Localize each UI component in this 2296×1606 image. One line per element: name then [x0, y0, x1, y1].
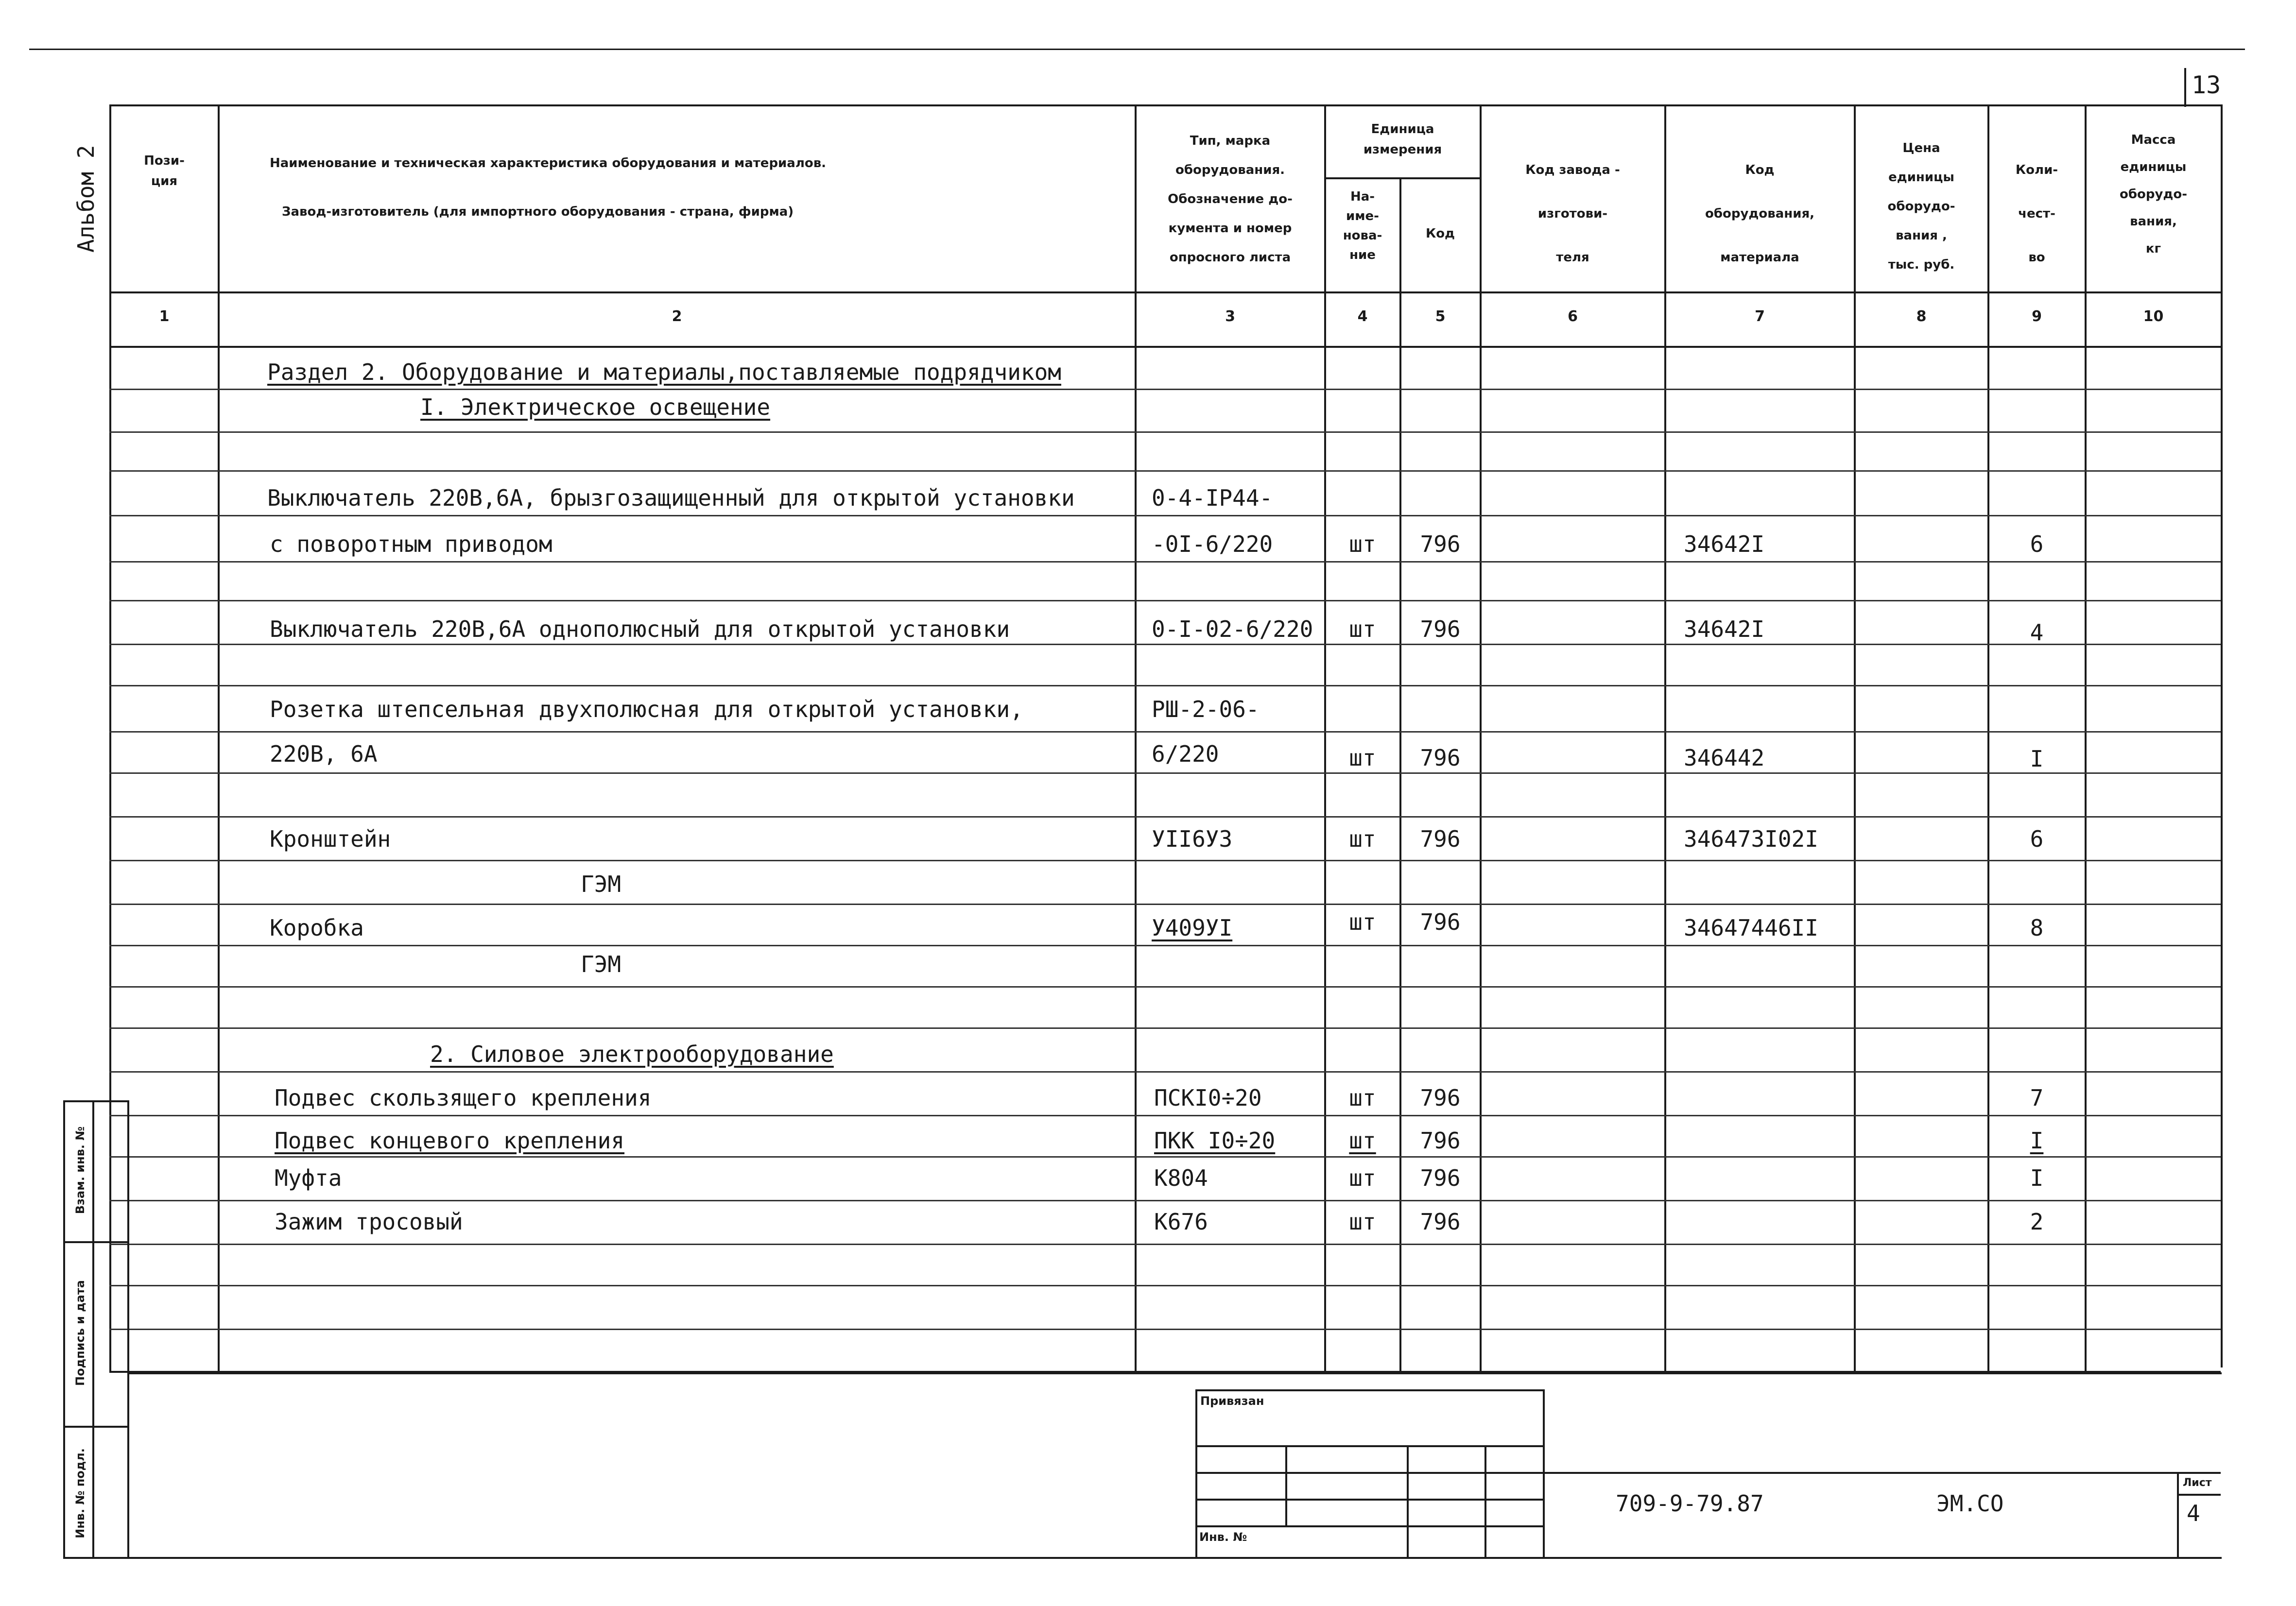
subsection-2-title: 2. Силовое электрооборудование — [430, 1041, 834, 1067]
page-number-divider — [2184, 68, 2186, 107]
item-unit: шт — [1349, 1209, 1376, 1235]
row-line — [109, 1329, 2221, 1330]
item-type: 6/220 — [1152, 741, 1219, 767]
table-left-border — [109, 104, 111, 1372]
section-title: Раздел 2. Оборудование и материалы,поставляемые подрядчиком — [267, 359, 1061, 385]
item-unit: шт — [1349, 1128, 1376, 1154]
item-name: Муфта — [275, 1165, 342, 1191]
col-line-4 — [1399, 177, 1401, 1372]
item-material-code: 34647446II — [1684, 915, 1818, 941]
row-line — [109, 945, 2221, 946]
item-quantity: 4 — [2030, 619, 2044, 646]
stamp-outer-top — [127, 1372, 2222, 1374]
header-factory-code: Код завода - изготови- теля — [1525, 163, 1620, 265]
item-quantity: 6 — [2030, 531, 2044, 557]
title-block-top — [1543, 1472, 2221, 1474]
side-strip-left — [63, 1100, 65, 1557]
row-line — [109, 1071, 2221, 1073]
row-line — [109, 731, 2221, 733]
sheet-label: Лист — [2183, 1477, 2212, 1489]
item-type: ПСКI0÷20 — [1154, 1085, 1262, 1111]
item-type: РШ-2-06- — [1152, 696, 1260, 722]
privyazan-line1 — [1195, 1445, 1543, 1447]
colnum-5: 5 — [1435, 308, 1446, 325]
stamp-bottom — [127, 1557, 2222, 1559]
item-unit-code: 796 — [1420, 745, 1461, 771]
inventory-number-label: Инв. № — [1199, 1530, 1247, 1544]
colnum-8: 8 — [1916, 308, 1927, 325]
item-unit: шт — [1349, 531, 1376, 557]
item-material-code: 346473I02I — [1684, 826, 1818, 852]
colnum-4: 4 — [1357, 308, 1368, 325]
item-unit-code: 796 — [1420, 826, 1461, 852]
sheet-number: 4 — [2187, 1500, 2200, 1526]
col-line-6 — [1664, 104, 1666, 1372]
item-unit: шт — [1349, 1085, 1376, 1111]
item-type: К804 — [1154, 1165, 1208, 1191]
item-unit-code: 796 — [1420, 1165, 1461, 1191]
item-name: Коробка — [270, 915, 364, 941]
item-quantity: 8 — [2030, 915, 2044, 941]
item-unit: шт — [1349, 1165, 1376, 1191]
item-name: Выключатель 220В,6А однополюсный для открытой установки — [270, 616, 1010, 642]
item-type: У409УI — [1152, 915, 1233, 941]
table-right-border — [2221, 104, 2223, 1367]
side-strip-top — [63, 1100, 127, 1102]
sheet-box-left — [2177, 1472, 2179, 1557]
row-line — [109, 1115, 2221, 1116]
privyazan-label: Привязан — [1200, 1394, 1264, 1408]
item-unit-code: 796 — [1420, 1128, 1461, 1154]
colnum-3: 3 — [1225, 308, 1235, 325]
side-label-replace: Взам. инв. № — [73, 1126, 87, 1214]
side-label-inventory: Инв. № подл. — [73, 1448, 87, 1538]
colnum-2: 2 — [672, 308, 682, 325]
item-quantity: 2 — [2030, 1209, 2044, 1235]
row-line — [109, 685, 2221, 686]
row-line — [109, 1244, 2221, 1245]
item-manufacturer: ГЭМ — [581, 871, 621, 897]
item-unit-code: 796 — [1420, 531, 1461, 557]
item-manufacturer: ГЭМ — [581, 951, 621, 977]
page-number: 13 — [2192, 71, 2221, 99]
row-line — [109, 644, 2221, 645]
item-type: -0I-6/220 — [1152, 531, 1273, 557]
col-line-7 — [1854, 104, 1856, 1372]
side-strip-div1 — [63, 1241, 127, 1243]
col-line-2 — [1135, 104, 1137, 1372]
sheet-box-divider — [2177, 1494, 2221, 1496]
item-type: 0-4-IP44- — [1152, 485, 1273, 511]
item-quantity: 7 — [2030, 1085, 2044, 1111]
album-label: Альбом 2 — [73, 145, 99, 253]
item-name: Розетка штепсельная двухполюсная для открытой установки, — [270, 696, 1023, 722]
side-strip-div2 — [63, 1426, 127, 1428]
privyazan-col3 — [1485, 1445, 1486, 1557]
item-name: Подвес концевого крепления — [275, 1128, 625, 1154]
side-strip-bottom — [63, 1557, 127, 1559]
colnum-7: 7 — [1755, 308, 1765, 325]
item-unit-code: 796 — [1420, 1209, 1461, 1235]
item-type: К676 — [1154, 1209, 1208, 1235]
privyazan-col2 — [1407, 1445, 1409, 1557]
item-quantity: I — [2030, 1128, 2044, 1154]
top-rule — [29, 49, 2245, 50]
row-line — [109, 561, 2221, 563]
colnum-10: 10 — [2143, 308, 2164, 325]
row-line — [109, 389, 2221, 390]
item-material-code: 34642I — [1684, 531, 1765, 557]
row-line — [109, 1285, 2221, 1286]
col-line-1 — [218, 104, 220, 1372]
privyazan-line3 — [1195, 1499, 1543, 1501]
item-quantity: I — [2030, 1165, 2044, 1191]
item-unit-code: 796 — [1420, 1085, 1461, 1111]
side-strip-mid — [92, 1100, 94, 1557]
privyazan-col1 — [1285, 1445, 1287, 1525]
item-name: с поворотным приводом — [270, 531, 552, 557]
colnum-1: 1 — [159, 308, 170, 325]
header-quantity: Коли- чест- во — [2015, 163, 2058, 265]
privyazan-line2 — [1195, 1472, 1543, 1474]
row-line — [109, 772, 2221, 774]
header-position: Пози- ция — [144, 154, 185, 188]
header-unit: Единица измерения — [1363, 122, 1442, 157]
header-unit-code: Код — [1425, 226, 1455, 241]
subsection-1-title: I. Электрическое освещение — [420, 394, 771, 420]
colnum-6: 6 — [1568, 308, 1578, 325]
document-mark: ЭМ.СО — [1936, 1490, 2004, 1517]
item-unit: шт — [1349, 616, 1376, 642]
col-line-5 — [1480, 104, 1482, 1372]
item-name: Подвес скользящего крепления — [275, 1085, 652, 1111]
item-unit: шт — [1349, 826, 1376, 852]
colnum-bottom-border — [109, 346, 2221, 348]
row-line — [109, 600, 2221, 601]
item-name: 220В, 6А — [270, 741, 378, 767]
document-code: 709-9-79.87 — [1616, 1490, 1764, 1517]
row-line — [109, 986, 2221, 988]
row-line — [109, 1027, 2221, 1029]
row-line — [109, 1200, 2221, 1201]
header-material-code: Код оборудования, материала — [1705, 163, 1815, 265]
header-name-line2: Завод-изготовитель (для импортного оборудования - страна, фирма) — [282, 205, 794, 219]
item-unit-code: 796 — [1420, 616, 1461, 642]
item-unit-code: 796 — [1420, 909, 1461, 935]
privyazan-top — [1195, 1389, 1543, 1391]
item-quantity: I — [2030, 746, 2044, 772]
row-line — [109, 431, 2221, 433]
privyazan-line4 — [1195, 1525, 1543, 1527]
col-line-9 — [2085, 104, 2087, 1372]
item-unit: шт — [1349, 745, 1376, 771]
item-name: Зажим тросовый — [275, 1209, 463, 1235]
row-line — [109, 1156, 2221, 1158]
header-bottom-border — [109, 291, 2221, 293]
row-line — [109, 470, 2221, 472]
colnum-9: 9 — [2032, 308, 2042, 325]
item-type: УII6У3 — [1152, 826, 1233, 852]
item-material-code: 346442 — [1684, 745, 1765, 771]
header-name-line1: Наименование и техническая характеристика оборудования и материалов. — [270, 156, 827, 171]
row-line — [109, 860, 2221, 861]
row-line — [109, 515, 2221, 516]
row-line — [109, 816, 2221, 818]
header-type: Тип, марка оборудования. Обозначение до- кумента и номер опросного листа — [1168, 134, 1293, 265]
item-name: Кронштейн — [270, 826, 391, 852]
header-mass: Масса единицы оборудо- вания, кг — [2119, 133, 2188, 256]
header-unit-name: На- име- нова- ние — [1343, 189, 1382, 262]
row-line — [109, 904, 2221, 905]
unit-subheader-line — [1324, 177, 1480, 179]
item-name: Выключатель 220В,6А, брызгозащищенный для открытой установки — [267, 485, 1075, 511]
item-type: 0-I-02-6/220 — [1152, 616, 1313, 642]
item-unit: шт — [1349, 909, 1376, 935]
item-quantity: 6 — [2030, 826, 2044, 852]
side-strip-right — [127, 1100, 129, 1557]
header-price: Цена единицы оборудо- вания , тыс. руб. — [1887, 141, 1955, 272]
side-label-signature: Подпись и дата — [73, 1280, 87, 1386]
header-top-border — [109, 104, 2221, 106]
item-type: ПКК I0÷20 — [1154, 1128, 1276, 1154]
item-material-code: 34642I — [1684, 616, 1765, 642]
